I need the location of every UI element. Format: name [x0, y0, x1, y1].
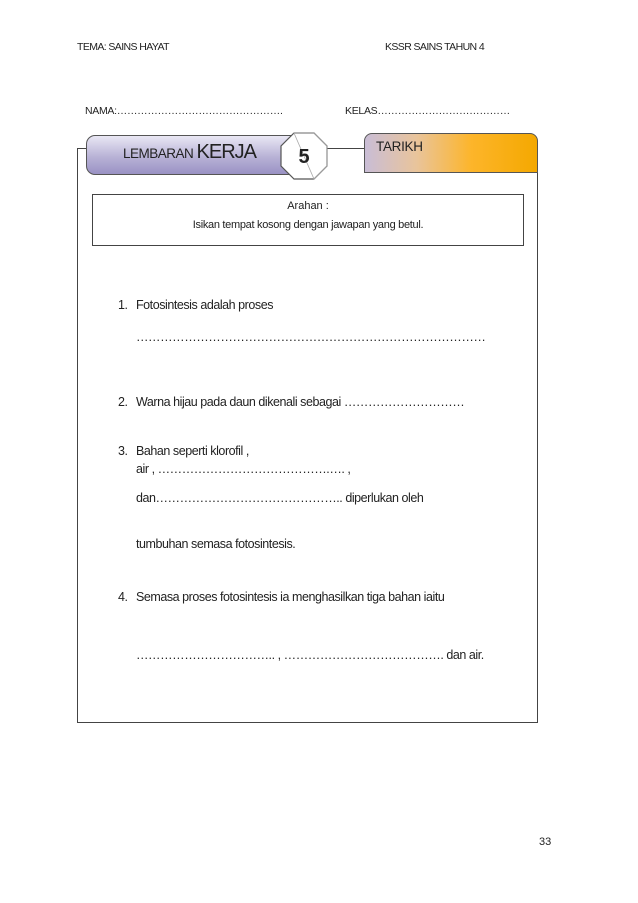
page-number: 33	[539, 836, 552, 848]
q2-number: 2.	[118, 395, 128, 409]
q1-number: 1.	[118, 298, 128, 312]
q3-line1: Bahan seperti klorofil ,	[136, 444, 249, 458]
header-theme: TEMA: SAINS HAYAT	[77, 41, 169, 53]
q4-text: Semasa proses fotosintesis ia menghasilkan tiga bahan iaitu	[136, 590, 445, 604]
q4-number: 4.	[118, 590, 128, 604]
q3-number: 3.	[118, 444, 128, 458]
header-subject: KSSR SAINS TAHUN 4	[385, 41, 485, 53]
q1-text: Fotosintesis adalah proses	[136, 298, 273, 312]
q2-text[interactable]: Warna hijau pada daun dikenali sebagai …………………………	[136, 395, 465, 409]
instruction-title: Arahan :	[287, 200, 329, 212]
instruction-text: Isikan tempat kosong dengan jawapan yang betul.	[192, 219, 424, 231]
q3-line3[interactable]: dan……………………………………….. diperlukan oleh	[136, 491, 424, 505]
worksheet-title	[123, 141, 256, 164]
kelas-field[interactable]: KELAS…………………………………	[345, 105, 510, 117]
q4-answer-blank[interactable]: …………………………….. , …………………………………. dan air.	[136, 648, 484, 662]
q1-answer-blank[interactable]: ……………………………………………………………………………	[136, 330, 486, 344]
q3-line4: tumbuhan semasa fotosintesis.	[136, 537, 296, 551]
q3-line2[interactable]: air , …………………………………….…. ,	[136, 462, 351, 476]
worksheet-number: 5	[298, 146, 310, 168]
lembaran-label: LEMBARAN	[123, 146, 194, 161]
worksheet-number-badge	[280, 132, 328, 180]
nama-field[interactable]: NAMA:………………………………………….	[85, 105, 283, 117]
date-label: TARIKH	[376, 139, 423, 154]
kerja-label: KERJA	[196, 141, 257, 163]
